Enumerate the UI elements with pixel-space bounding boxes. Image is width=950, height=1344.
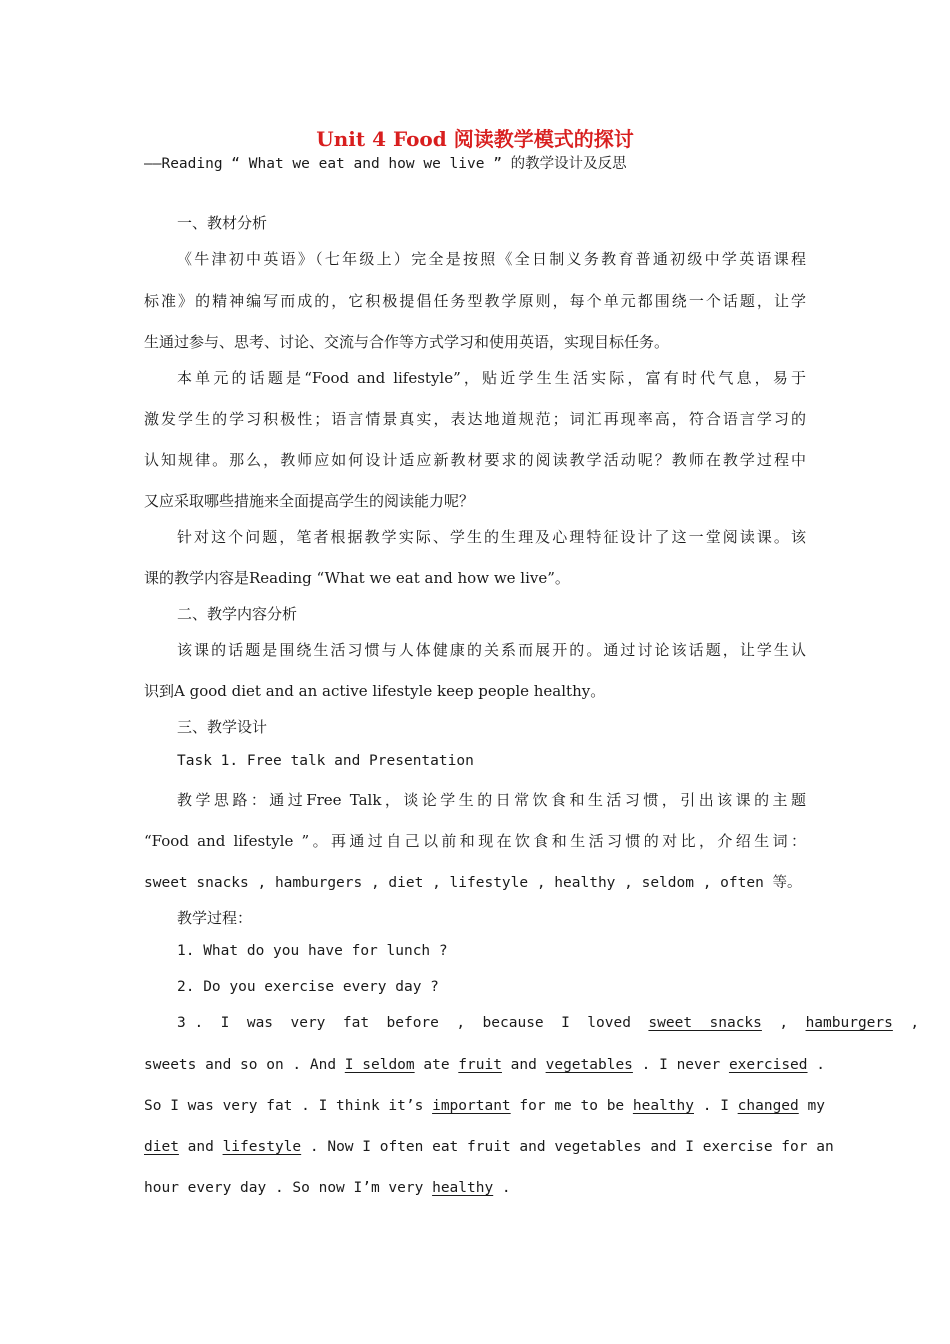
section-heading-1: 一、教材分析 — [177, 214, 268, 232]
text-run: . I — [694, 1098, 738, 1114]
paragraph-line: 生通过参与、思考、讨论、交流与合作等方式学习和使用英语，实现目标任务。 — [144, 333, 670, 351]
example-line — [177, 1015, 920, 1031]
text-run: . — [493, 1180, 511, 1196]
question-2: 2. Do you exercise every day ? — [177, 979, 439, 995]
underlined-word: important — [432, 1098, 511, 1114]
underlined-word: hamburgers — [805, 1015, 893, 1031]
underlined-word: fruit — [458, 1057, 502, 1073]
text-run: . Now I often eat fruit and vegetables and I exercise for an — [301, 1139, 834, 1155]
section-heading-2: 二、教学内容分析 — [177, 605, 298, 623]
text-run: and — [178, 1139, 223, 1155]
text-run: 3 . I was very fat before , because I loved — [177, 1015, 649, 1031]
paragraph-line: 认知规律。那么，教师应如何设计适应新教材要求的阅读教学活动呢？教师在教学过程中 — [144, 451, 806, 469]
paragraph-line: sweet snacks , hamburgers , diet , lifestyle , healthy , seldom , often 等。 — [144, 875, 802, 891]
section-heading-3: 三、教学设计 — [177, 718, 268, 736]
subtitle-suffix: 的教学设计及反思 — [510, 156, 627, 172]
process-label: 教学过程： — [177, 909, 253, 927]
underlined-word: vegetables — [545, 1057, 633, 1073]
paragraph-line: 又应采取哪些措施来全面提高学生的阅读能力呢？ — [144, 492, 475, 510]
paragraph-line: 针对这个问题，笔者根据教学实际、学生的生理及心理特征设计了这一堂阅读课。该 — [177, 528, 806, 546]
underlined-word: lifestyle — [222, 1139, 302, 1155]
underlined-word: exercised — [728, 1057, 808, 1073]
task-heading: Task 1. Free talk and Presentation — [177, 753, 474, 769]
page-title: Unit 4 Food 阅读教学模式的探讨 — [316, 127, 634, 151]
example-line — [144, 1139, 834, 1155]
paragraph-line: 标准》的精神编写而成的，它积极提倡任务型教学原则，每个单元都围绕一个话题，让学 — [144, 292, 806, 310]
underlined-word: sweet snacks — [648, 1015, 762, 1031]
underlined-word: healthy — [432, 1180, 494, 1196]
text-run: , — [892, 1015, 920, 1031]
example-line — [144, 1180, 806, 1196]
text-run: hour every day . So now I’m very — [144, 1180, 433, 1196]
text-run: and — [501, 1057, 546, 1073]
text-run: . I never — [632, 1057, 729, 1073]
text-run: , — [761, 1015, 806, 1031]
text-run: ate — [414, 1057, 459, 1073]
page-subtitle — [144, 152, 627, 173]
paragraph-line: 识到A good diet and an active lifestyle keep people healthy。 — [144, 682, 606, 700]
text-run: sweets and so on . And — [144, 1057, 345, 1073]
question-1: 1. What do you have for lunch ? — [177, 943, 448, 959]
underlined-word: healthy — [632, 1098, 694, 1114]
text-run: . — [807, 1057, 825, 1073]
paragraph-line: 该课的话题是围绕生活习惯与人体健康的关系而展开的。通过讨论该话题，让学生认 — [177, 641, 806, 659]
example-line — [144, 1098, 825, 1114]
underlined-word: diet — [144, 1139, 179, 1155]
paragraph-line: 本单元的话题是“Food and lifestyle”，贴近学生生活实际，富有时代气息，易于 — [177, 369, 806, 387]
subtitle-prefix: ——Reading “ What we eat and how we live ” — [144, 156, 511, 172]
underlined-word: I seldom — [344, 1057, 415, 1073]
paragraph-line: 课的教学内容是Reading “What we eat and how we live”。 — [144, 569, 570, 587]
underlined-word: changed — [737, 1098, 799, 1114]
paragraph-line: 激发学生的学习积极性；语言情景真实，表达地道规范；词汇再现率高，符合语言学习的 — [144, 410, 806, 428]
paragraph-line: 《牛津初中英语》（七年级上）完全是按照《全日制义务教育普通初级中学英语课程 — [177, 250, 806, 268]
text-run: for me to be — [510, 1098, 633, 1114]
example-line — [144, 1057, 825, 1073]
paragraph-line: 教学思路：通过Free Talk，谈论学生的日常饮食和生活习惯，引出该课的主题 — [177, 791, 806, 809]
text-run: So I was very fat . I think it’s — [144, 1098, 433, 1114]
paragraph-line: “Food and lifestyle ”。再通过自己以前和现在饮食和生活习惯的对比，介绍生词： — [144, 832, 806, 850]
text-run: my — [798, 1098, 825, 1114]
